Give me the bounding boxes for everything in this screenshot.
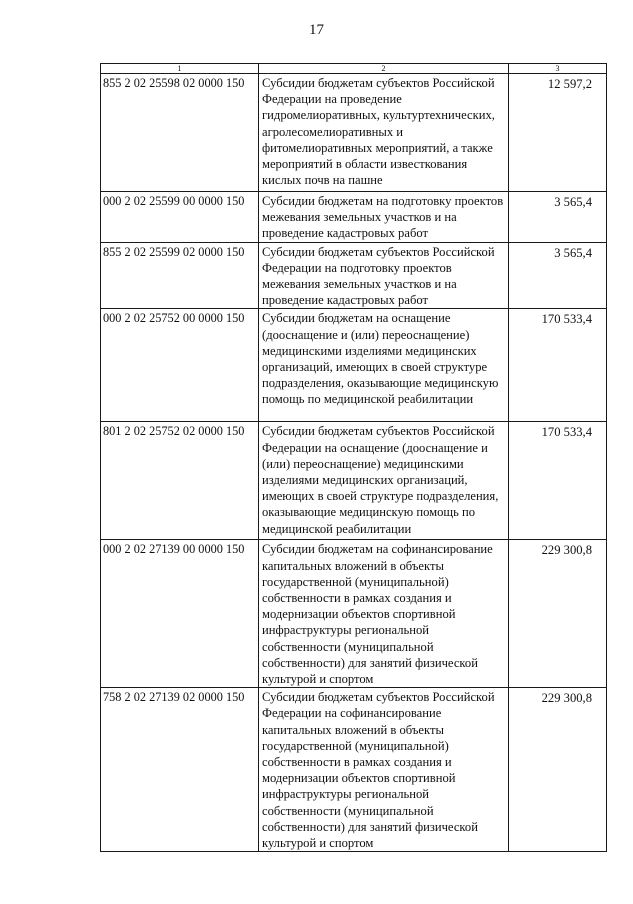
row-amount: 229 300,8: [509, 540, 607, 688]
page-number: 17: [309, 22, 324, 38]
row-name: Субсидии бюджетам субъектов Российской Федерации на подготовку проектов межевания земельных участков и на проведение кадастровых работ: [259, 242, 509, 309]
table-row: [101, 242, 607, 309]
row-code: 000 2 02 25599 00 0000 150: [101, 192, 259, 243]
row-code: 000 2 02 27139 00 0000 150: [101, 540, 259, 688]
table-row: [101, 422, 607, 540]
table-row: [101, 688, 607, 852]
row-name: Субсидии бюджетам на подготовку проектов межевания земельных участков и на проведение кадастровых работ: [259, 192, 509, 243]
budget-table: [100, 63, 607, 852]
table-row: [101, 540, 607, 688]
table-row: [101, 74, 607, 192]
row-code: 855 2 02 25599 02 0000 150: [101, 242, 259, 309]
table-row: [101, 309, 607, 422]
row-amount: 170 533,4: [509, 309, 607, 422]
header-col-3: 3: [509, 64, 607, 74]
row-name: Субсидии бюджетам на софинансирование капитальных вложений в объекты государственной (муниципальной) собственности в рамках создания и модернизации объектов спортивной инфраструктуры региональной собственности (муниципальной собственности) для занятий физической культурой и спортом: [259, 540, 509, 688]
row-code: 801 2 02 25752 02 0000 150: [101, 422, 259, 540]
row-code: 758 2 02 27139 02 0000 150: [101, 688, 259, 852]
row-code: 855 2 02 25598 02 0000 150: [101, 74, 259, 192]
row-name: Субсидии бюджетам субъектов Российской Федерации на оснащение (дооснащение и (или) переоснащение) медицинскими изделиями медицинских организаций, имеющих в своей структуре подразделения, оказывающие медицинскую помощь по медицинской реабилитации: [259, 422, 509, 540]
row-name: Субсидии бюджетам субъектов Российской Федерации на софинансирование капитальных вложений в объекты государственной (муниципальной) собственности в рамках создания и модернизации объектов спортивной инфраструктуры региональной собственности (муниципальной собственности) для занятий физической культурой и спортом: [259, 688, 509, 852]
header-col-2: 2: [259, 64, 509, 74]
row-amount: 3 565,4: [509, 242, 607, 309]
row-amount: 3 565,4: [509, 192, 607, 243]
header-row: [101, 64, 607, 74]
row-amount: 229 300,8: [509, 688, 607, 852]
row-amount: 12 597,2: [509, 74, 607, 192]
row-code: 000 2 02 25752 00 0000 150: [101, 309, 259, 422]
header-col-1: 1: [101, 64, 259, 74]
table-row: [101, 192, 607, 243]
row-name: Субсидии бюджетам на оснащение (дооснащение и (или) переоснащение) медицинскими изделиями медицинских организаций, имеющих в своей структуре подразделения, оказывающие медицинскую помощь по медицинской реабилитации: [259, 309, 509, 422]
row-amount: 170 533,4: [509, 422, 607, 540]
row-name: Субсидии бюджетам субъектов Российской Федерации на проведение гидромелиоративных, культуртехнических, агролесомелиоративных и фитомелиоративных мероприятий, а также мероприятий в области известкования кислых почв на пашне: [259, 74, 509, 192]
